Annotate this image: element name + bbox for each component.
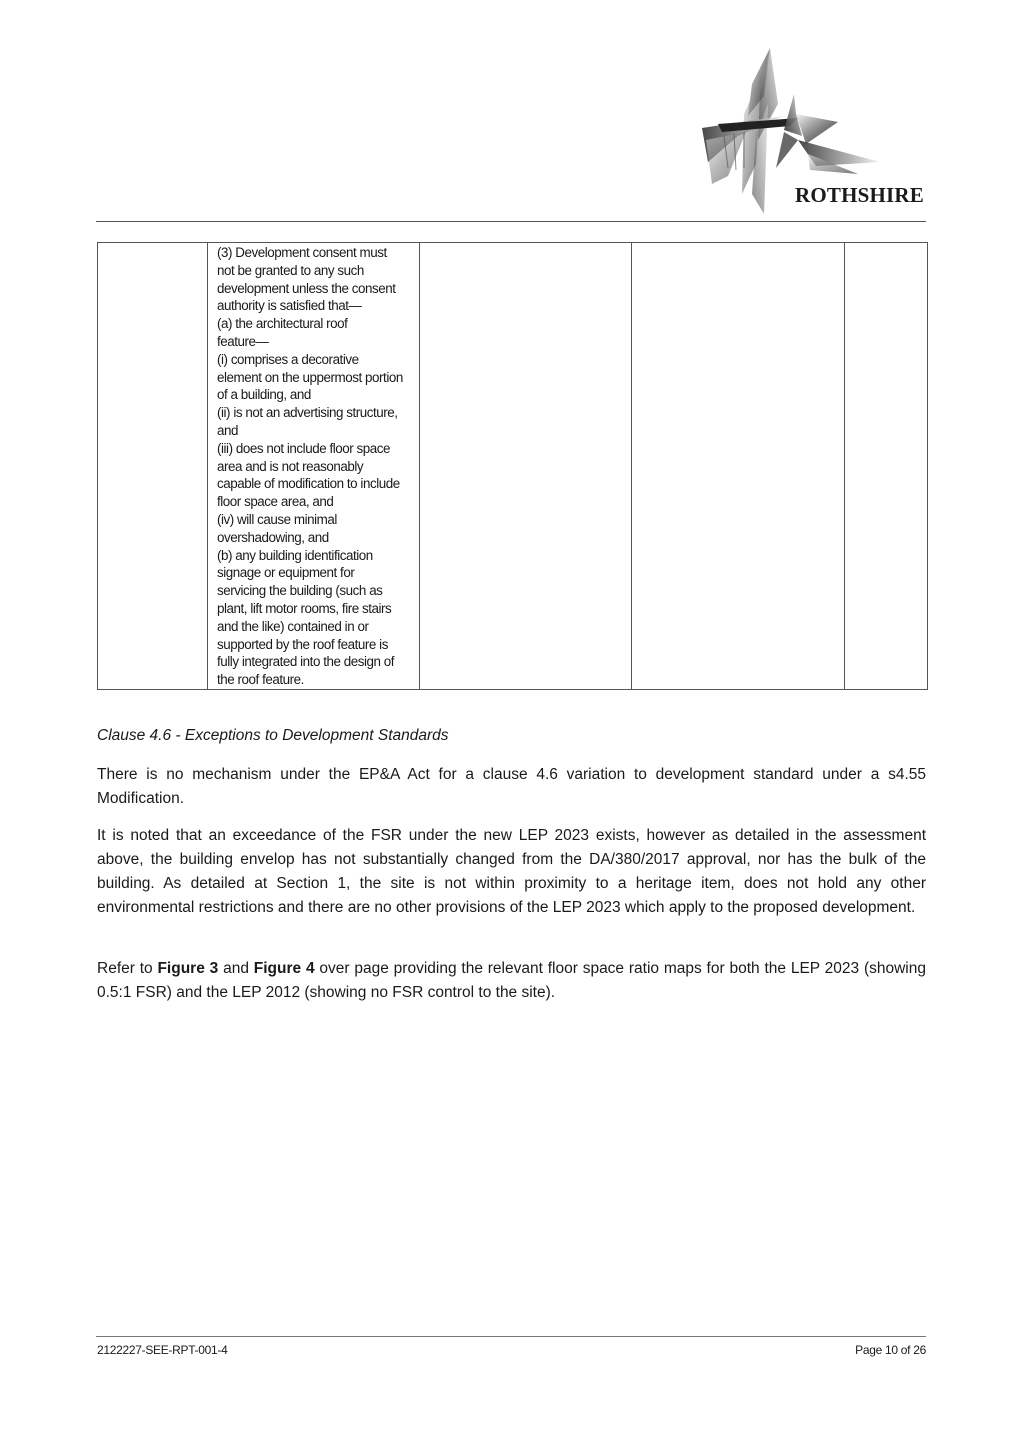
clause-line: of a building, and: [217, 387, 311, 403]
clause-line: area and is not reasonably: [217, 458, 364, 474]
clause-line: element on the uppermost portion: [217, 369, 403, 385]
clause-line: (b) any building identification: [217, 547, 373, 563]
clause-line: plant, lift motor rooms, fire stairs: [217, 600, 392, 616]
paragraph-mechanism: There is no mechanism under the EP&A Act for a clause 4.6 variation to development standard under a s4.55 Modification.: [97, 766, 926, 807]
figure-4-reference: Figure 4: [253, 960, 315, 977]
table-row: [98, 243, 928, 690]
clause-line: servicing the building (such as: [217, 583, 383, 599]
table-cell-empty: [98, 243, 208, 690]
clause-line: overshadowing, and: [217, 529, 329, 545]
page-number: Page 10 of 26: [855, 1343, 926, 1357]
footer-divider: [96, 1336, 926, 1337]
header-divider: [96, 221, 926, 222]
clause-line: the roof feature.: [217, 672, 304, 688]
clause-text: [208, 243, 419, 689]
clause-line: feature—: [217, 333, 269, 349]
table-cell-empty: [420, 243, 632, 690]
table-cell-empty: [632, 243, 845, 690]
table-cell-empty: [845, 243, 928, 690]
logo-wordmark: ROTHSHIRE: [795, 183, 924, 207]
section-heading: Clause 4.6 - Exceptions to Development Standards: [97, 727, 449, 744]
clause-line: development unless the consent: [217, 280, 396, 296]
clause-line: (iii) does not include floor space: [217, 440, 391, 456]
clause-line: authority is satisfied that—: [217, 298, 362, 314]
clause-line: fully integrated into the design of: [217, 654, 395, 670]
clause-line: (i) comprises a decorative: [217, 351, 359, 367]
clause-line: not be granted to any such: [217, 262, 364, 278]
company-logo: [698, 44, 928, 219]
clause-line: capable of modification to include: [217, 476, 400, 492]
clause-line: (3) Development consent must: [217, 245, 387, 260]
clause-line: and the like) contained in or: [217, 618, 369, 634]
figure-3-reference: Figure 3: [157, 960, 219, 977]
paragraph-text: and: [218, 960, 254, 977]
document-reference: 2122227-SEE-RPT-001-4: [97, 1343, 228, 1357]
clause-line: (iv) will cause minimal: [217, 511, 337, 527]
table-cell-clause: [208, 243, 420, 690]
paragraph-figure-reference: [97, 957, 926, 1005]
paragraph-text: over page providing the relevant floor space ratio maps for both the LEP 2023 (showing 0.5:1 FSR) and the LEP 2012 (showing no FSR control to the site).: [97, 960, 926, 1001]
clause-line: (a) the architectural roof: [217, 316, 348, 332]
paragraph-fsr-exceedance: It is noted that an exceedance of the FSR under the new LEP 2023 exists, however as detailed in the assessment above, the building envelop has not substantially changed from the DA/380/2017 approval, nor has the bulk of the building. As detailed at Section 1, the site is not within proximity to a heritage item, does not hold any other environmental restrictions and there are no other provisions of the LEP 2023 which apply to the proposed development.: [97, 827, 926, 916]
paragraph-text: Refer to: [97, 960, 158, 977]
clause-line: (ii) is not an advertising structure,: [217, 405, 398, 421]
clause-line: floor space area, and: [217, 494, 334, 510]
clause-line: signage or equipment for: [217, 565, 355, 581]
clause-line: and: [217, 422, 238, 438]
clause-line: supported by the roof feature is: [217, 636, 388, 652]
clause-table: [97, 242, 928, 690]
